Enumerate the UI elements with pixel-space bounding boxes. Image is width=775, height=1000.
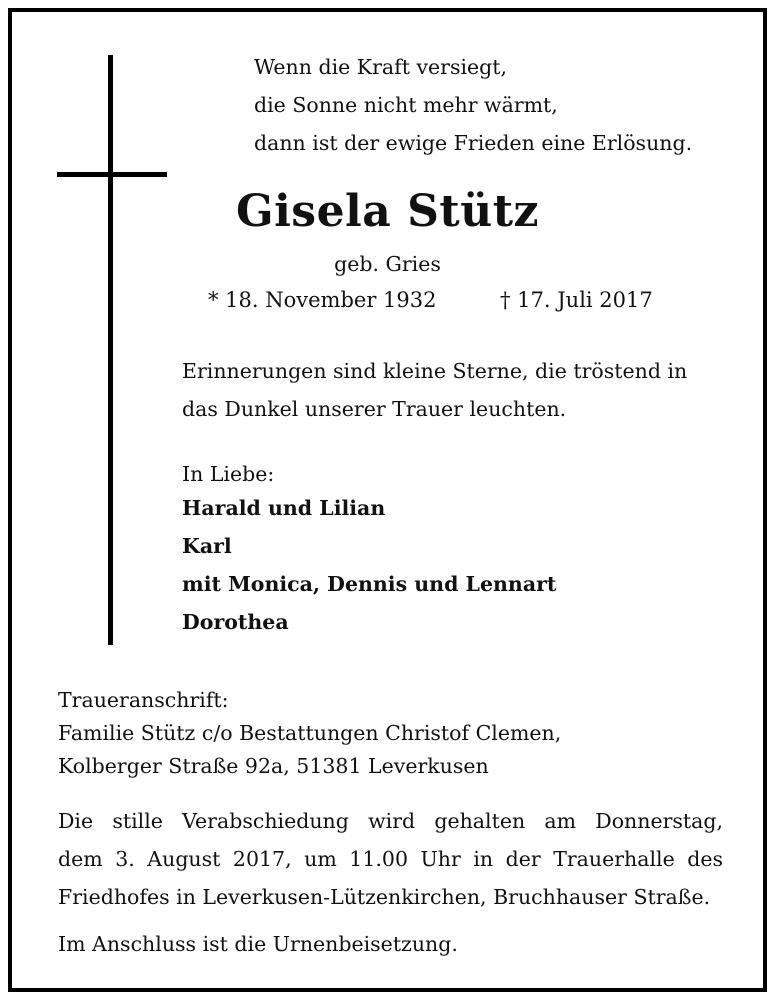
poem: [254, 48, 692, 162]
mourners-intro: In Liebe:: [182, 462, 275, 486]
mourner-name: Dorothea: [182, 610, 289, 634]
address-line: Familie Stütz c/o Bestattungen Christof Clemen,: [58, 721, 562, 745]
quote-line: das Dunkel unserer Trauer leuchten.: [182, 397, 567, 421]
birth-date: * 18. November 1932: [208, 288, 437, 312]
cross-icon-vertical-bar: [108, 55, 113, 645]
cross-icon-horizontal-bar: [57, 172, 167, 177]
mourner-name: mit Monica, Dennis und Lennart: [182, 572, 557, 596]
mourning-address: [58, 684, 561, 783]
mourners-list: [182, 489, 556, 641]
service-info: [58, 802, 723, 916]
service-line: Friedhofes in Leverkusen-Lützenkirchen, Bruchhauser Straße.: [58, 885, 711, 909]
service-line: Die stille Verabschiedung wird gehalten am Donnerstag,: [58, 809, 723, 833]
mourner-name: Karl: [182, 534, 232, 558]
deceased-name: Gisela Stütz: [236, 186, 539, 237]
address-line: Kolberger Straße 92a, 51381 Leverkusen: [58, 754, 489, 778]
obituary-notice: [8, 8, 767, 992]
service-line: dem 3. August 2017, um 11.00 Uhr in der Trauerhalle des: [58, 847, 723, 871]
memorial-quote: [182, 352, 687, 428]
maiden-name: geb. Gries: [334, 252, 441, 276]
quote-line: Erinnerungen sind kleine Sterne, die tröstend in: [182, 359, 688, 383]
urn-burial-note: Im Anschluss ist die Urnenbeisetzung.: [58, 932, 458, 956]
address-label: Traueranschrift:: [58, 688, 229, 712]
mourner-name: Harald und Lilian: [182, 496, 386, 520]
poem-line: Wenn die Kraft versiegt,: [254, 55, 508, 79]
poem-line: die Sonne nicht mehr wärmt,: [254, 93, 558, 117]
death-date: † 17. Juli 2017: [500, 288, 653, 312]
poem-line: dann ist der ewige Frieden eine Erlösung.: [254, 131, 693, 155]
